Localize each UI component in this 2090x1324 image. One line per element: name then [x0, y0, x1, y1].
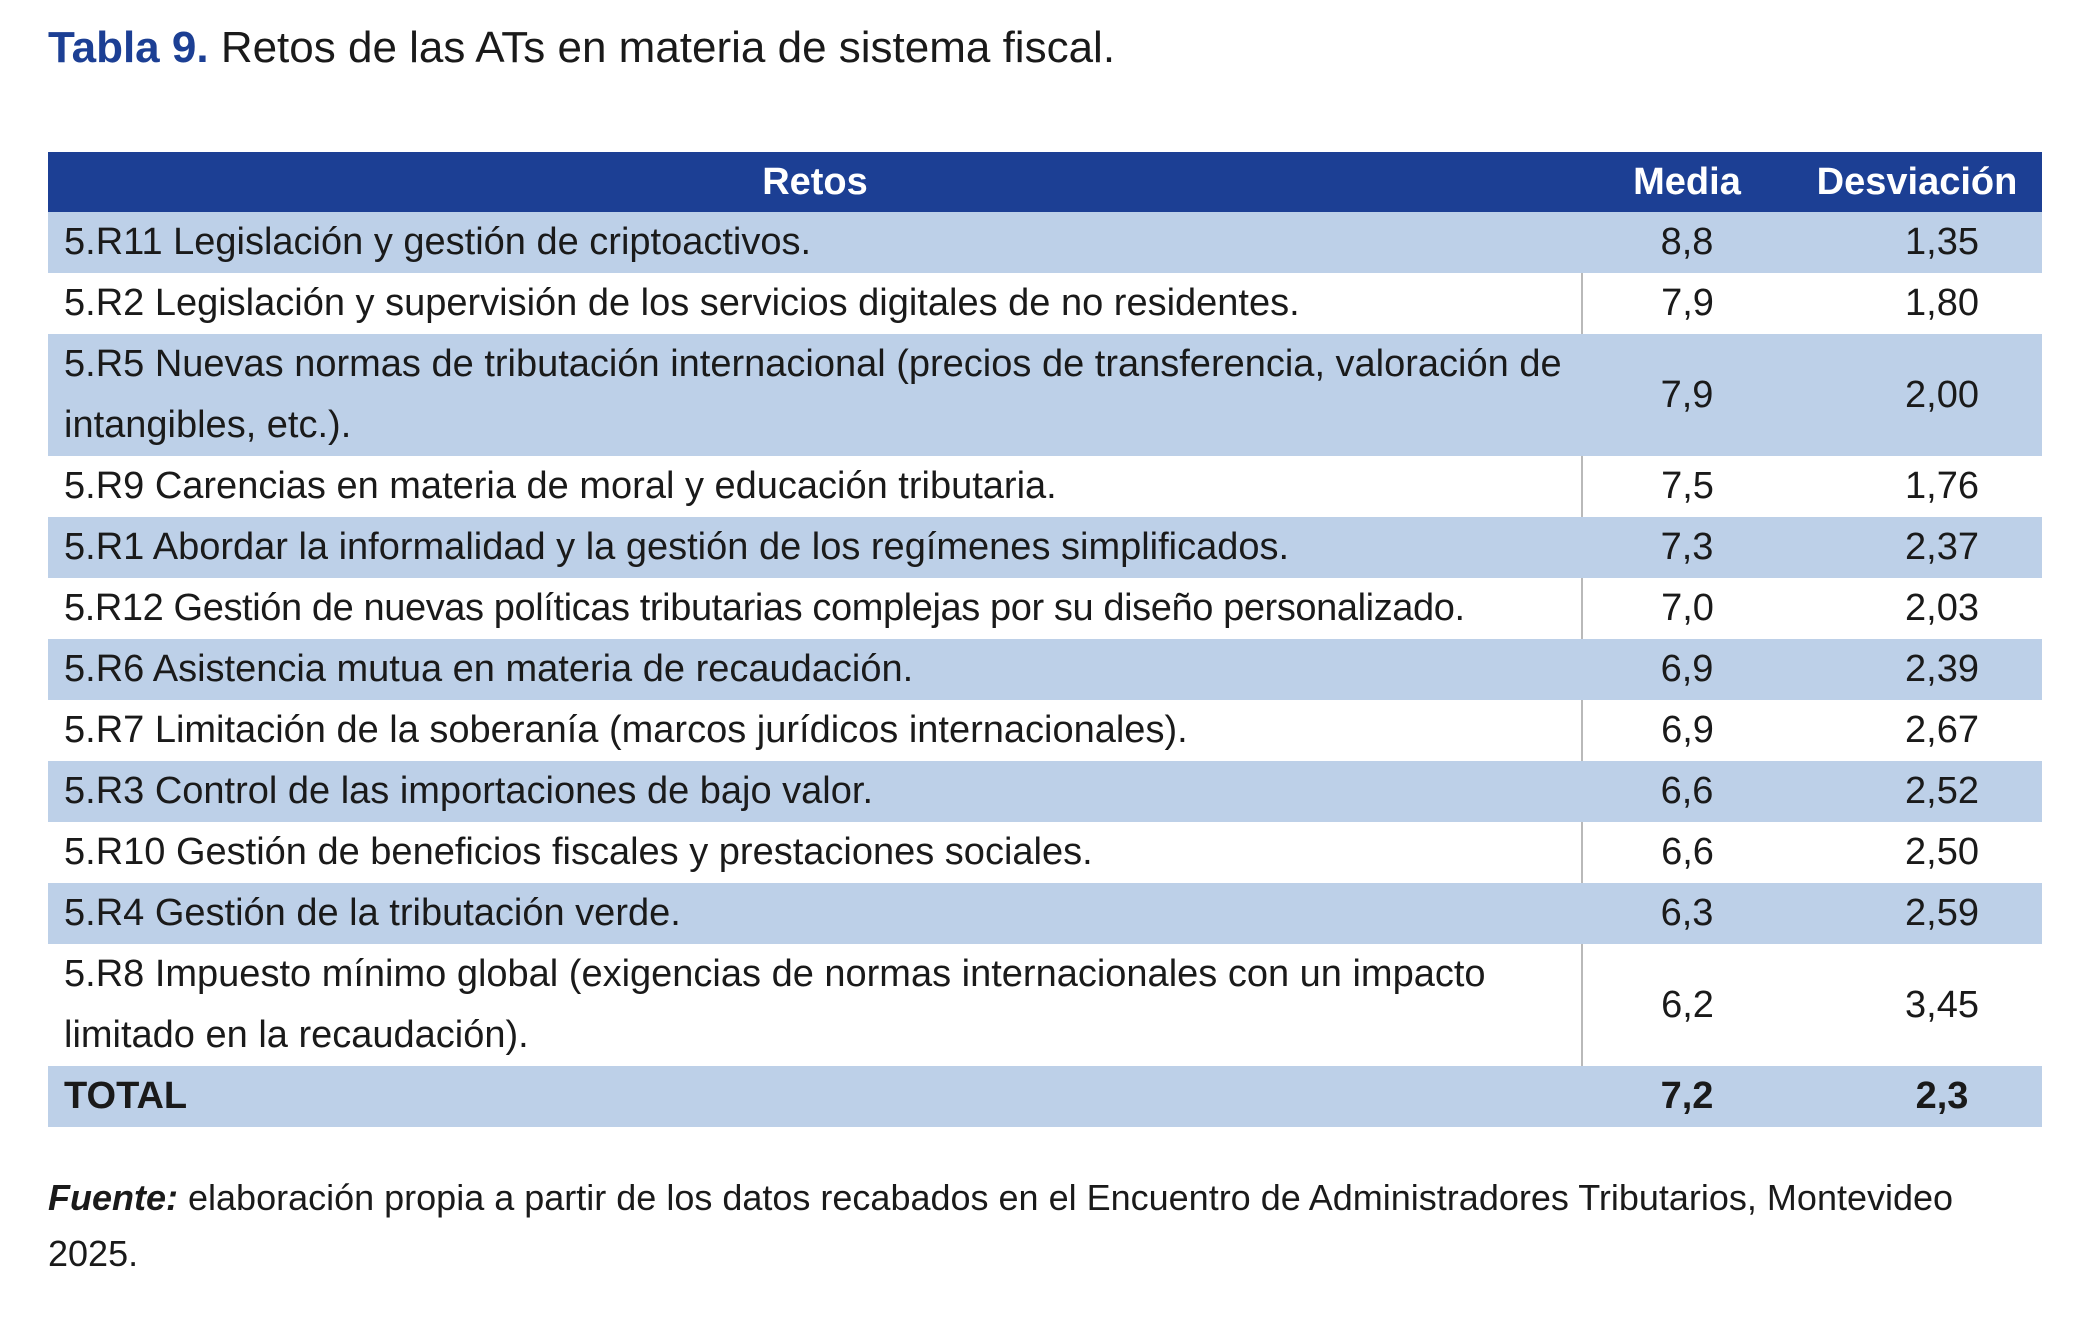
cell-reto: 5.R4 Gestión de la tributación verde.: [48, 883, 1582, 944]
cell-reto: 5.R8 Impuesto mínimo global (exigencias de normas internacionales con un impacto limitado en la recaudación).: [48, 944, 1582, 1066]
table-caption: [48, 18, 1115, 78]
table-caption-text: Retos de las ATs en materia de sistema fiscal.: [220, 23, 1116, 72]
table-total-row: [48, 1066, 2042, 1127]
cell-reto: 5.R5 Nuevas normas de tributación internacional (precios de transferencia, valoración de intangibles, etc.).: [48, 334, 1582, 456]
header-media: Media: [1582, 152, 1792, 212]
cell-desviacion: 2,39: [1792, 639, 2042, 700]
cell-media: 6,9: [1582, 639, 1792, 700]
cell-media: 7,0: [1582, 578, 1792, 639]
table-row: [48, 334, 2042, 456]
table-row: [48, 883, 2042, 944]
cell-media: 8,8: [1582, 212, 1792, 273]
cell-desviacion: 2,50: [1792, 822, 2042, 883]
cell-desviacion: 2,03: [1792, 578, 2042, 639]
header-retos: Retos: [48, 152, 1582, 212]
source-label: Fuente:: [48, 1177, 178, 1218]
total-label: TOTAL: [48, 1066, 1582, 1127]
cell-reto: 5.R12 Gestión de nuevas políticas tributarias complejas por su diseño personalizado.: [48, 578, 1582, 639]
cell-desviacion: 2,67: [1792, 700, 2042, 761]
cell-media: 7,5: [1582, 456, 1792, 517]
total-desviacion: 2,3: [1792, 1066, 2042, 1127]
cell-reto: 5.R10 Gestión de beneficios fiscales y prestaciones sociales.: [48, 822, 1582, 883]
cell-reto: 5.R9 Carencias en materia de moral y educación tributaria.: [48, 456, 1582, 517]
cell-reto: 5.R7 Limitación de la soberanía (marcos jurídicos internacionales).: [48, 700, 1582, 761]
cell-media: 6,9: [1582, 700, 1792, 761]
cell-desviacion: 2,59: [1792, 883, 2042, 944]
cell-media: 6,2: [1582, 944, 1792, 1066]
cell-media: 6,6: [1582, 822, 1792, 883]
cell-media: 7,9: [1582, 273, 1792, 334]
table-row: [48, 212, 2042, 273]
table-row: [48, 700, 2042, 761]
cell-reto: 5.R2 Legislación y supervisión de los servicios digitales de no residentes.: [48, 273, 1582, 334]
cell-reto: 5.R6 Asistencia mutua en materia de recaudación.: [48, 639, 1582, 700]
cell-media: 6,3: [1582, 883, 1792, 944]
cell-media: 7,9: [1582, 334, 1792, 456]
cell-reto: 5.R1 Abordar la informalidad y la gestión de los regímenes simplificados.: [48, 517, 1582, 578]
cell-reto: 5.R11 Legislación y gestión de criptoactivos.: [48, 212, 1582, 273]
table-row: [48, 639, 2042, 700]
source-note: [48, 1170, 2042, 1282]
table-row: [48, 456, 2042, 517]
cell-desviacion: 2,37: [1792, 517, 2042, 578]
table-row: [48, 273, 2042, 334]
cell-desviacion: 2,52: [1792, 761, 2042, 822]
cell-desviacion: 1,76: [1792, 456, 2042, 517]
cell-desviacion: 2,00: [1792, 334, 2042, 456]
table-row: [48, 822, 2042, 883]
cell-media: 6,6: [1582, 761, 1792, 822]
cell-desviacion: 3,45: [1792, 944, 2042, 1066]
table-caption-label: Tabla 9.: [48, 23, 209, 72]
table-row: [48, 761, 2042, 822]
table-row: [48, 944, 2042, 1066]
cell-desviacion: 1,35: [1792, 212, 2042, 273]
table-header-row: [48, 152, 2042, 212]
header-desviacion: Desviación: [1792, 152, 2042, 212]
total-media: 7,2: [1582, 1066, 1792, 1127]
source-text: elaboración propia a partir de los datos recabados en el Encuentro de Administradores Tributarios, Montevideo 2025.: [48, 1177, 1954, 1274]
cell-reto: 5.R3 Control de las importaciones de bajo valor.: [48, 761, 1582, 822]
table-row: [48, 517, 2042, 578]
table-row: [48, 578, 2042, 639]
cell-media: 7,3: [1582, 517, 1792, 578]
cell-desviacion: 1,80: [1792, 273, 2042, 334]
challenges-table: [48, 152, 2043, 1127]
